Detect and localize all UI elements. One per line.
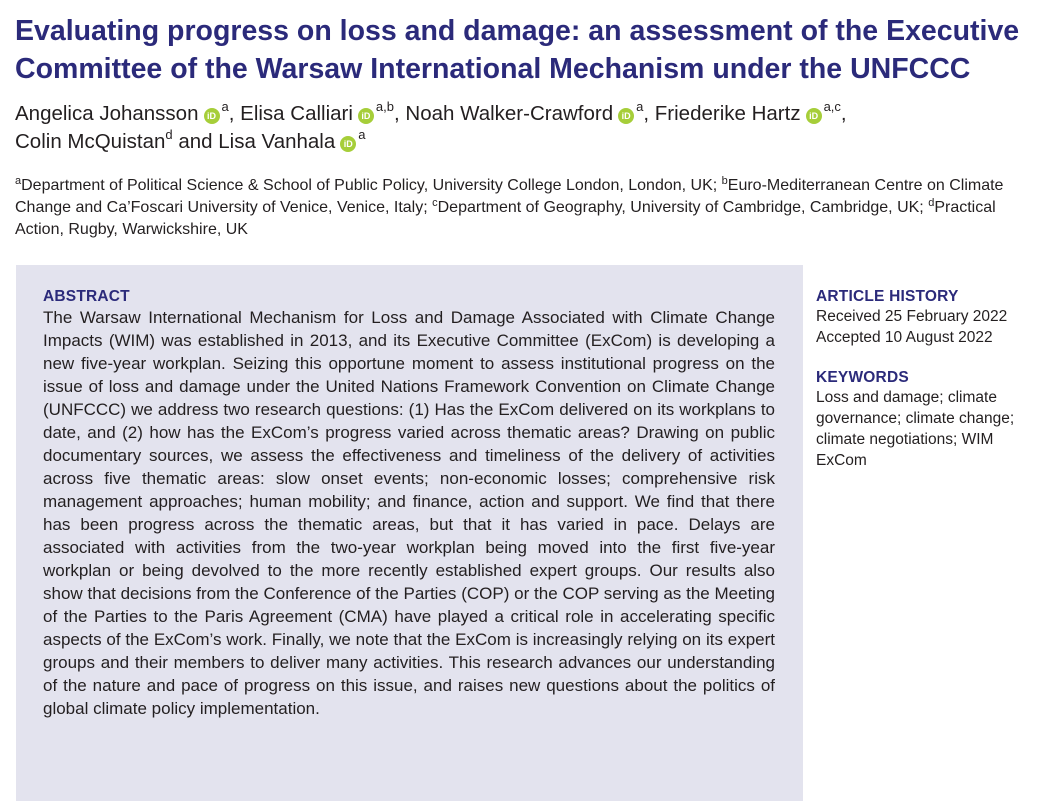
author-affil-mark: d <box>165 127 173 142</box>
received-date: Received 25 February 2022 <box>816 308 1008 325</box>
affiliation-text: Department of Political Science & School of Public Policy, University College London, London, UK; <box>21 177 722 194</box>
author-name: Colin McQuistan <box>15 130 166 153</box>
author[interactable] <box>654 99 841 125</box>
orcid-icon[interactable]: iD <box>806 108 822 124</box>
author-list <box>15 100 1030 156</box>
author[interactable] <box>405 99 644 125</box>
affiliation-text: Department of Geography, University of Cambridge, Cambridge, UK; <box>437 199 929 216</box>
author-affil-mark: a,b <box>375 99 394 114</box>
author-separator: , <box>643 102 655 125</box>
author-affil-mark: a <box>636 99 644 114</box>
author[interactable] <box>218 127 366 153</box>
affil-mark: a <box>15 175 22 187</box>
accepted-date: Accepted 10 August 2022 <box>816 329 993 346</box>
author-name: Lisa Vanhala <box>218 130 336 153</box>
abstract-text: The Warsaw International Mechanism for Loss and Damage Associated with Climate Change Impacts (WIM) was established in 2013, and its Executive Committee (ExCom) is developing a new five-year workplan. Seizing this opportune moment to assess institutional progress on the issue of loss and damage under the United Nations Framework Convention on Climate Change (UNFCCC) we address two research questions: (1) Has the ExCom delivered on its workplans to date, and (2) how has the ExCom’s progress varied across thematic areas? Drawing on public documentary sources, we assess the effectiveness and timeliness of the delivery of activities across five thematic areas: slow onset events; non-economic losses; comprehensive risk management approaches; human mobility; and finance, action and support. We find that there has been progress across the thematic areas, but that it has varied in pace. Delays are associated with activities from the two-year workplan being moved into the first five-year workplan or being devolved to the more recently established expert groups. Our results also show that decisions from the Conference of the Parties (COP) or the COP serving as the Meeting of the Parties to the Paris Agreement (CMA) have played a critical role in accelerating specific aspects of the ExCom’s work. Finally, we note that the ExCom is increasingly relying on its expert groups and their members to deliver many activities. This research advances our understanding of the nature and pace of progress on this issue, and raises new questions about the politics of global climate policy implementation. <box>43 308 775 718</box>
abstract-panel <box>16 265 803 801</box>
orcid-icon[interactable]: iD <box>618 108 634 124</box>
affiliation-text: Practical Action, Rugby, Warwickshire, UK <box>15 199 996 238</box>
author-affil-mark: a,c <box>823 99 841 114</box>
author-name: Friederike Hartz <box>654 102 801 125</box>
author-name: Noah Walker-Crawford <box>405 102 614 125</box>
author-separator: , <box>840 102 847 125</box>
affiliations <box>15 175 1030 241</box>
orcid-icon[interactable]: iD <box>340 136 356 152</box>
author-name: Angelica Johansson <box>15 102 199 125</box>
author[interactable] <box>240 99 394 125</box>
author-affil-mark: a <box>358 127 366 142</box>
affil-mark: c <box>432 197 438 209</box>
author[interactable] <box>15 99 229 125</box>
affil-mark: d <box>928 197 935 209</box>
author-affil-mark: a <box>221 99 229 114</box>
affiliation-text: Euro-Mediterranean Centre on Climate Change and Ca’Foscari University of Venice, Venice, Italy; <box>15 177 1004 216</box>
author-separator: , <box>394 102 406 125</box>
orcid-icon[interactable]: iD <box>204 108 220 124</box>
author[interactable] <box>15 127 173 153</box>
orcid-icon[interactable]: iD <box>358 108 374 124</box>
author-name: Elisa Calliari <box>240 102 353 125</box>
abstract-heading: ABSTRACT <box>43 288 130 305</box>
affil-mark: b <box>721 175 728 187</box>
author-separator: and <box>172 130 219 153</box>
article-history-heading: ARTICLE HISTORY <box>816 288 959 305</box>
author-separator: , <box>228 102 241 125</box>
article-sidebar <box>816 288 1031 471</box>
keywords-text: Loss and damage; climate governance; climate change; climate negotiations; WIM ExCom <box>816 389 1015 469</box>
article-title: Evaluating progress on loss and damage: an assessment of the Executive Committee of the Warsaw International Mechanism under the UNFCCC <box>15 15 1020 85</box>
keywords-heading: KEYWORDS <box>816 369 909 386</box>
